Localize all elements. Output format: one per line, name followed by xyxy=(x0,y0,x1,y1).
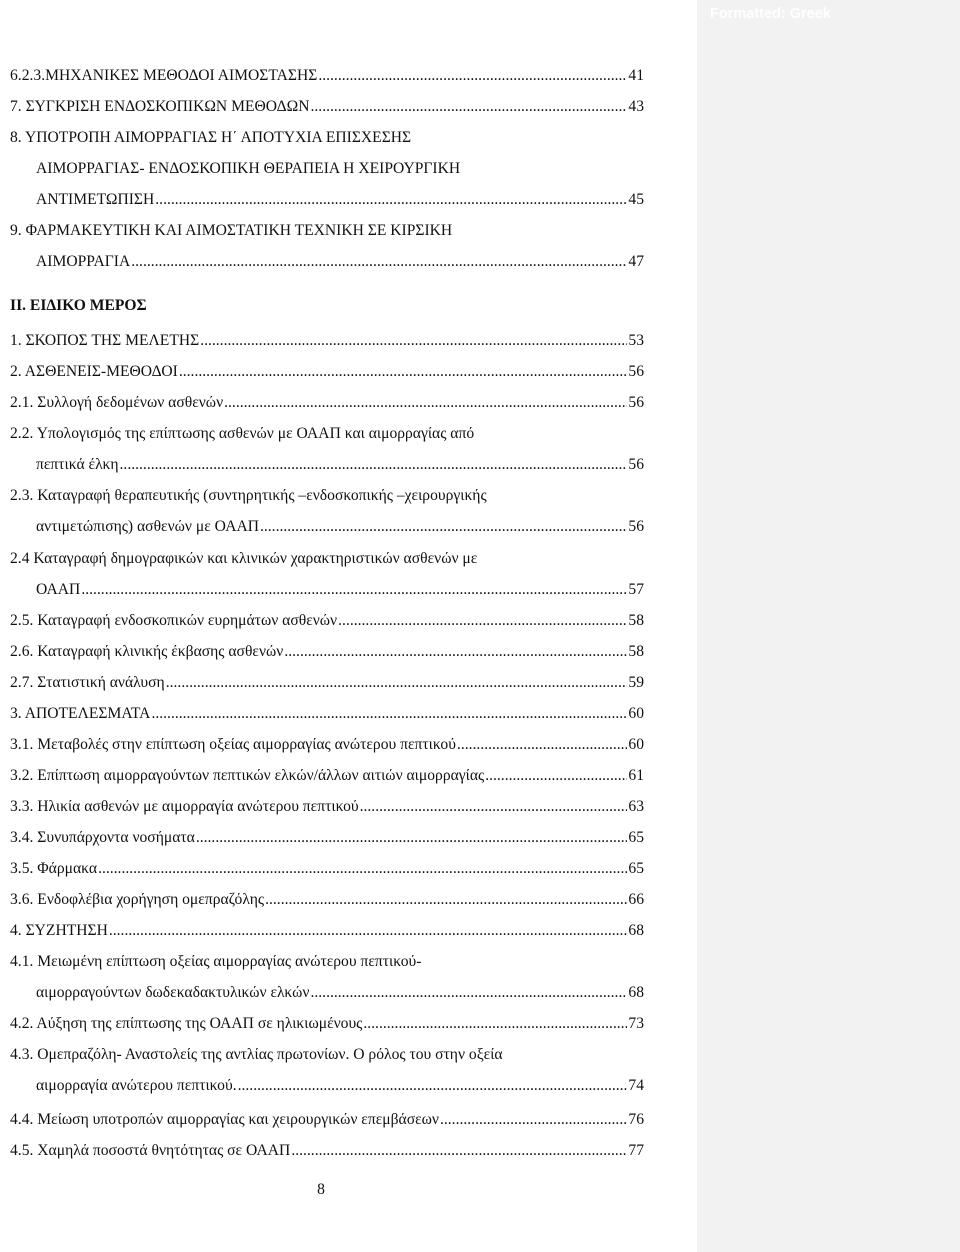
toc-entry-title: 2.3. Καταγραφή θεραπευτικής (συντηρητικής –ενδοσκοπικής –χειρουργικής xyxy=(10,487,487,504)
toc-dot-leader xyxy=(291,1137,627,1165)
toc-entry xyxy=(10,917,644,945)
toc-entry-title: 2.6. Καταγραφή κλινικής έκβασης ασθενών xyxy=(10,643,284,660)
toc-dot-leader xyxy=(457,731,627,759)
toc-entry-page: 77 xyxy=(628,1142,644,1159)
toc-entry-title: αιμορραγία ανώτερου πεπτικού. xyxy=(36,1077,237,1094)
toc-dot-leader xyxy=(166,669,628,697)
toc-entry xyxy=(10,793,644,821)
toc-entry-page: 65 xyxy=(628,860,644,877)
toc-entry-page: 61 xyxy=(628,767,644,784)
toc-dot-leader xyxy=(338,607,627,635)
toc-entry-title: ΑΝΤΙΜΕΤΩΠΙΣΗ xyxy=(36,191,155,208)
toc-dot-leader xyxy=(440,1106,627,1134)
toc-entry-title: ΙΙ. ΕΙΔΙΚΟ ΜΕΡΟΣ xyxy=(10,297,147,314)
toc-entry-title: 4. ΣΥΖΗΤΗΣΗ xyxy=(10,922,108,939)
toc-entry-title: 7. ΣΥΓΚΡΙΣΗ ΕΝΔΟΣΚΟΠΙΚΩΝ ΜΕΘΟΔΩΝ xyxy=(10,98,310,115)
toc-entry xyxy=(10,217,644,245)
toc-entry-title: 8. ΥΠΟΤΡΟΠΗ ΑΙΜΟΡΡΑΓΙΑΣ Η΄ ΑΠΟΤΥΧΙΑ ΕΠΙΣΧΕΣΗΣ xyxy=(10,129,412,146)
toc-dot-leader xyxy=(109,917,628,945)
toc-dot-leader xyxy=(485,762,627,790)
toc-entry xyxy=(10,1137,644,1165)
toc-entry-title: 2.7. Στατιστική ανάλυση xyxy=(10,674,165,691)
toc-entry-title: 3.3. Ηλικία ασθενών με αιμορραγία ανώτερου πεπτικού xyxy=(10,798,359,815)
toc-dot-leader xyxy=(310,979,627,1007)
toc-entry-page: 76 xyxy=(628,1111,644,1128)
toc-entry xyxy=(10,358,644,386)
toc-entry-title: αιμορραγούντων δωδεκαδακτυλικών ελκών xyxy=(36,984,310,1001)
toc-entry-page: 68 xyxy=(628,922,644,939)
toc-entry-page: 41 xyxy=(628,67,644,84)
toc-entry xyxy=(10,1106,644,1134)
toc-entry xyxy=(10,389,644,417)
toc-entry-title: 2. ΑΣΘΕΝΕΙΣ-ΜΕΘΟΔΟΙ xyxy=(10,363,178,380)
toc-entry xyxy=(10,513,644,541)
toc-dot-leader xyxy=(131,248,627,276)
toc-dot-leader xyxy=(151,700,627,728)
toc-entry-title: 4.4. Μείωση υποτροπών αιμορραγίας και χειρουργικών επεμβάσεων xyxy=(10,1111,439,1128)
toc-entry xyxy=(10,638,644,666)
toc-dot-leader xyxy=(98,855,627,883)
toc-dot-leader xyxy=(81,576,627,604)
toc-entry xyxy=(10,607,644,635)
toc-dot-leader xyxy=(224,389,627,417)
toc-dot-leader xyxy=(363,1010,627,1038)
toc-entry-title: 6.2.3.ΜΗΧΑΝΙΚΕΣ ΜΕΘΟΔΟΙ ΑΙΜΟΣΤΑΣΗΣ xyxy=(10,67,318,84)
toc-entry xyxy=(10,669,644,697)
toc-entry-title: αντιμετώπισης) ασθενών με ΟΑΑΠ xyxy=(36,518,259,535)
toc-entry xyxy=(10,93,644,121)
toc-entry xyxy=(10,979,644,1007)
toc-dot-leader xyxy=(311,93,628,121)
toc-dot-leader xyxy=(360,793,628,821)
toc-entry xyxy=(10,824,644,852)
toc-entry xyxy=(10,451,644,479)
toc-entry-title: 3.2. Επίπτωση αιμορραγούντων πεπτικών ελκών/άλλων αιτιών αιμορραγίας xyxy=(10,767,485,784)
toc-entry-title: 2.1. Συλλογή δεδομένων ασθενών xyxy=(10,394,224,411)
toc-entry-page: 45 xyxy=(628,191,644,208)
toc-entry xyxy=(10,1010,644,1038)
toc-entry-title: 2.4 Καταγραφή δημογραφικών και κλινικών χαρακτηριστικών ασθενών με xyxy=(10,550,478,567)
toc-entry-page: 56 xyxy=(628,394,644,411)
toc-entry-title: 3.6. Ενδοφλέβια χορήγηση ομεπραζόλης xyxy=(10,891,265,908)
toc-dot-leader xyxy=(200,327,627,355)
toc-entry-title: 1. ΣΚΟΠΟΣ ΤΗΣ ΜΕΛΕΤΗΣ xyxy=(10,332,200,349)
toc-dot-leader xyxy=(120,451,628,479)
toc-entry xyxy=(10,762,644,790)
toc-entry xyxy=(10,948,644,976)
formatting-comment-label: Formatted: Greek xyxy=(710,6,831,22)
toc-entry-page: 56 xyxy=(628,363,644,380)
toc-dot-leader xyxy=(196,824,628,852)
toc-entry-page: 43 xyxy=(628,98,644,115)
toc-entry-page: 58 xyxy=(628,643,644,660)
toc-entry-page: 74 xyxy=(628,1077,644,1094)
toc-entry xyxy=(10,545,644,573)
toc-entry xyxy=(10,155,644,183)
toc-dot-leader xyxy=(284,638,627,666)
toc-entry xyxy=(10,576,644,604)
toc-entry xyxy=(10,420,644,448)
toc-entry xyxy=(10,186,644,214)
toc-entry-title: ΟΑΑΠ xyxy=(36,581,81,598)
toc-entry-title: ΑΙΜΟΡΡΑΓΙΑ xyxy=(36,253,131,270)
toc-entry-page: 73 xyxy=(628,1015,644,1032)
toc-entry-page: 58 xyxy=(628,612,644,629)
toc-entry xyxy=(10,292,644,320)
toc-entry-title: πεπτικά έλκη xyxy=(36,456,119,473)
toc-entry xyxy=(10,700,644,728)
toc-entry xyxy=(10,855,644,883)
toc-entry-page: 68 xyxy=(628,984,644,1001)
toc-entry-title: 4.5. Χαμηλά ποσοστά θνητότητας σε ΟΑΑΠ xyxy=(10,1142,291,1159)
page-number: 8 xyxy=(317,1181,325,1198)
toc-dot-leader xyxy=(260,513,627,541)
toc-dot-leader xyxy=(179,358,628,386)
toc-dot-leader xyxy=(318,62,627,90)
toc-entry-title: 4.1. Μειωμένη επίπτωση οξείας αιμορραγίας ανώτερου πεπτικού- xyxy=(10,953,422,970)
toc-entry-page: 47 xyxy=(628,253,644,270)
toc-entry-title: ΑΙΜΟΡΡΑΓΙΑΣ- ΕΝΔΟΣΚΟΠΙΚΗ ΘΕΡΑΠΕΙΑ Η ΧΕΙΡΟΥΡΓΙΚΗ xyxy=(36,160,461,177)
toc-entry-title: 4.2. Αύξηση της επίπτωσης της ΟΑΑΠ σε ηλικιωμένους xyxy=(10,1015,363,1032)
toc-entry xyxy=(10,124,644,152)
toc-entry-title: 3.4. Συνυπάρχοντα νοσήματα xyxy=(10,829,195,846)
toc-entry xyxy=(10,248,644,276)
toc-entry-page: 63 xyxy=(628,798,644,815)
toc-entry-title: 3. ΑΠΟΤΕΛΕΣΜΑΤΑ xyxy=(10,705,151,722)
toc-entry-title: 3.1. Μεταβολές στην επίπτωση οξείας αιμορραγίας ανώτερου πεπτικού xyxy=(10,736,456,753)
toc-entry xyxy=(10,482,644,510)
toc-entry xyxy=(10,1072,644,1100)
toc-entry-page: 57 xyxy=(628,581,644,598)
toc-entry-page: 59 xyxy=(628,674,644,691)
toc-entry xyxy=(10,731,644,759)
toc-entry-title: 2.5. Καταγραφή ενδοσκοπικών ευρημάτων ασθενών xyxy=(10,612,338,629)
toc-entry-title: 3.5. Φάρμακα xyxy=(10,860,98,877)
toc-entry-page: 65 xyxy=(628,829,644,846)
toc-entry-page: 56 xyxy=(628,456,644,473)
toc-entry-page: 53 xyxy=(628,332,644,349)
toc-entry xyxy=(10,886,644,914)
toc-dot-leader xyxy=(238,1072,628,1100)
toc-entry xyxy=(10,62,644,90)
toc-entry-title: 2.2. Υπολογισμός της επίπτωσης ασθενών με ΟΑΑΠ και αιμορραγίας από xyxy=(10,425,475,442)
comment-sidebar xyxy=(697,0,960,1252)
toc-entry-page: 60 xyxy=(628,736,644,753)
toc-entry xyxy=(10,327,644,355)
toc-entry-page: 56 xyxy=(628,518,644,535)
toc-entry-page: 66 xyxy=(628,891,644,908)
toc-entry xyxy=(10,1041,644,1069)
toc-entry-title: 4.3. Ομεπραζόλη- Αναστολείς της αντλίας πρωτονίων. Ο ρόλος του στην οξεία xyxy=(10,1046,503,1063)
toc-entry-page: 60 xyxy=(628,705,644,722)
toc-dot-leader xyxy=(155,186,627,214)
toc-dot-leader xyxy=(265,886,627,914)
toc-entry-title: 9. ΦΑΡΜΑΚΕΥΤΙΚΗ ΚΑΙ ΑΙΜΟΣΤΑΤΙΚΗ ΤΕΧΝΙΚΗ ΣΕ ΚΙΡΣΙΚΗ xyxy=(10,222,453,239)
